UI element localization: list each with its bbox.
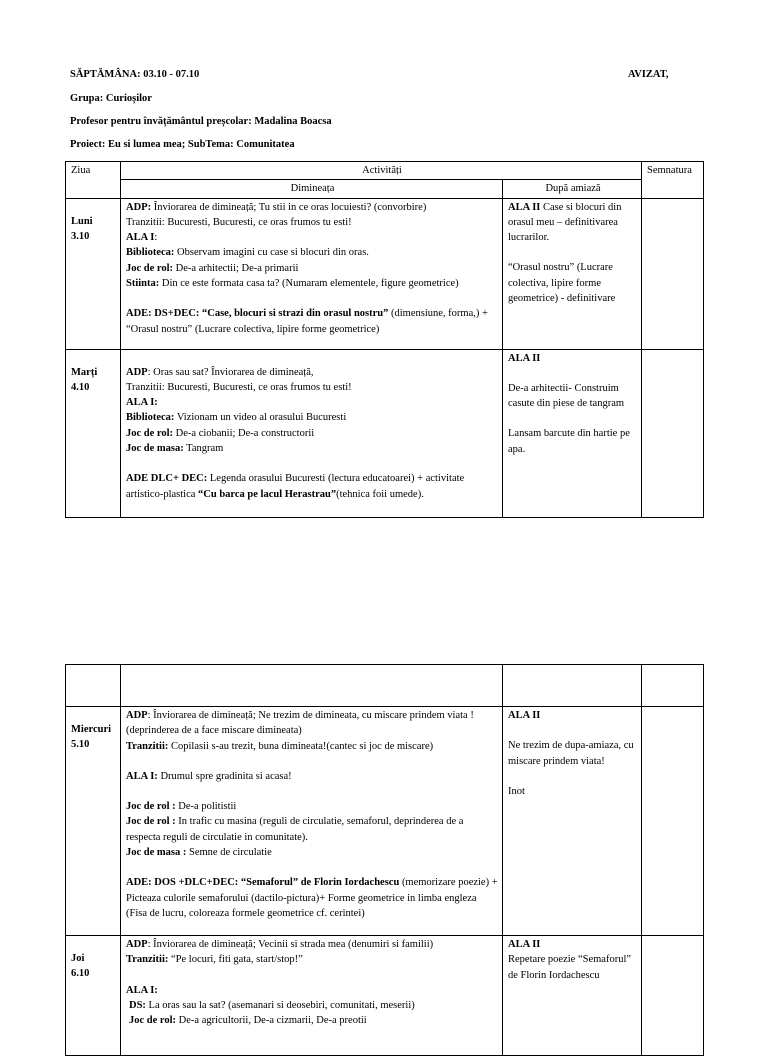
ade-label: ADE DLC+ DEC: xyxy=(126,473,208,485)
adp-label: ADP xyxy=(126,939,148,950)
ala-label: ALA I: xyxy=(126,397,158,409)
morning-cell xyxy=(121,707,503,936)
schedule-table-1 xyxy=(65,161,704,518)
table-row xyxy=(66,707,704,936)
teacher-label: Profesor pentru învățământul preșcolar: Madalina Boacsa xyxy=(70,116,332,127)
day-cell xyxy=(66,707,121,936)
adp-text: : Oras sau sat? Înviorarea de dimineață, xyxy=(147,366,314,378)
adp-text: : Înviorarea de dimineață; Vecinii si strada mea (denumiri si familii) xyxy=(147,939,434,950)
tranzitii-text: Tranzitii: Bucuresti, Bucuresti, ce oras frumos tu esti! xyxy=(126,381,352,393)
adp-text: Înviorarea de dimineață; Tu stii in ce oras locuiesti? (convorbire) xyxy=(151,201,427,213)
tranzitii-text: Copilasii s-au trezit, buna dimineata!(cantec si joc de miscare) xyxy=(168,740,434,752)
tranzitii-label: Tranzitii: xyxy=(126,954,169,966)
ala2-label: ALA II xyxy=(508,710,541,721)
joc-rol-label: Joc de rol : xyxy=(126,801,176,813)
ala2-label: ALA II xyxy=(508,201,541,213)
ala-text: Drumul spre gradinita si acasa! xyxy=(157,770,292,782)
col-header-signature: Semnatura xyxy=(642,162,704,199)
joc-masa-text: Semne de circulatie xyxy=(186,847,272,859)
table-row xyxy=(66,349,704,517)
avizat-label: AVIZAT, xyxy=(628,69,669,80)
morning-cell xyxy=(121,936,503,1056)
tranzitii-text: “Pe locuri, fiti gata, start/stop!” xyxy=(168,954,303,966)
joc-rol-text: De-a agricultorii, De-a cizmarii, De-a preotii xyxy=(176,1015,367,1027)
ade-bold-title: “Cu barca pe lacul Herastrau” xyxy=(198,488,337,500)
ala-label: ALA I: xyxy=(126,770,158,782)
adp-label: ADP xyxy=(126,366,148,378)
tranzitii-label: Tranzitii: xyxy=(126,740,169,752)
ade-text: (memorizare poezie) + Picteaza culorile semaforului (dactilo-pictura)+ Forme geometrice in limba engleza (Fisa de lucru, coloreaza formele geometrice cf. cerintei) xyxy=(126,877,498,919)
joc-masa-label: Joc de masa: xyxy=(126,443,184,455)
adp-text: : Înviorarea de dimineață; Ne trezim de dimineata, cu miscare prindem viata ! (deprinderea de a face miscare dimineata) xyxy=(126,710,474,737)
joc-masa-text: Tangram xyxy=(183,443,224,455)
project-label: Proiect: Eu si lumea mea; SubTema: Comunitatea xyxy=(70,139,295,150)
ala2-text2: Lansam barcute din hartie pe apa. xyxy=(508,428,630,455)
ala2-text2: Inot xyxy=(508,785,525,797)
afternoon-cell xyxy=(503,198,642,349)
table-header-row xyxy=(66,162,704,180)
ds-label: DS: xyxy=(129,999,146,1011)
tranzitii-text: Tranzitii: Bucuresti, Bucuresti, ce oras frumos tu esti! xyxy=(126,216,352,228)
col-header-morning: Dimineața xyxy=(121,180,503,198)
biblioteca-text: Vizionam un video al orasului Bucuresti xyxy=(174,412,347,424)
table-empty-row xyxy=(66,665,704,707)
joc-rol-text: De-a arhitectii; De-a primarii xyxy=(173,262,299,274)
table-subheader-row xyxy=(66,180,704,198)
day-date: 3.10 xyxy=(71,230,90,242)
col-header-afternoon: După amiază xyxy=(503,180,642,198)
table-row xyxy=(66,198,704,349)
afternoon-cell xyxy=(503,349,642,517)
ade-text2: (tehnica foii umede). xyxy=(336,488,424,500)
afternoon-cell xyxy=(503,936,642,1056)
ade-text: (dimensiune, forma,) + “Orasul nostru” (Lucrare colectiva, lipire forme geometrice) xyxy=(126,308,488,335)
morning-cell xyxy=(121,198,503,349)
ade-label: ADE: DOS +DLC+DEC: “Semaforul” de Florin Iordachescu xyxy=(126,877,400,889)
day-date: 5.10 xyxy=(71,739,90,751)
joc-rol2-label: Joc de rol : xyxy=(126,816,176,828)
joc-rol-text: De-a ciobanii; De-a constructorii xyxy=(173,427,315,439)
joc-rol-label: Joc de rol: xyxy=(126,262,174,274)
signature-cell xyxy=(642,349,704,517)
adp-label: ADP xyxy=(126,710,148,721)
group-label: Grupa: Curioșilor xyxy=(70,93,152,104)
ade-label: ADE: DS+DEC: “Case, blocuri si strazi din orasul nostru” xyxy=(126,308,389,320)
day-cell xyxy=(66,349,121,517)
ala2-text: Ne trezim de dupa-amiaza, cu miscare prindem viata! xyxy=(508,740,634,767)
day-date: 4.10 xyxy=(71,381,90,393)
day-date: 6.10 xyxy=(71,968,90,980)
ala-suffix: : xyxy=(154,232,158,244)
col-header-activities: Activități xyxy=(121,162,642,180)
schedule-table-2 xyxy=(65,664,704,1056)
joc-rol-label: Joc de rol: xyxy=(126,427,174,439)
day-name: Luni xyxy=(71,215,93,227)
day-name: Miercuri xyxy=(71,724,112,735)
ala2-text: Repetare poezie “Semaforul” de Florin Iordachescu xyxy=(508,954,632,981)
ala2-text: Case si blocuri din orasul meu – definitivarea lucrarilor. xyxy=(508,201,622,244)
ala2-text2: “Orasul nostru” (Lucrare colectiva, lipire forme geometrice) - definitivare xyxy=(508,262,616,305)
day-name: Marți xyxy=(71,366,98,378)
table-row xyxy=(66,936,704,1056)
morning-cell xyxy=(121,349,503,517)
day-name: Joi xyxy=(71,953,85,964)
biblioteca-label: Biblioteca: xyxy=(126,412,175,424)
joc-rol-text: De-a politistii xyxy=(175,801,237,813)
afternoon-cell xyxy=(503,707,642,936)
joc-masa-label: Joc de masa : xyxy=(126,847,187,859)
stiinta-label: Stiinta: xyxy=(126,278,160,290)
joc-rol2-text: In trafic cu masina (reguli de circulatie, semaforul, deprinderea de a respecta reguli de circulatie in comunitate). xyxy=(126,816,464,843)
signature-cell xyxy=(642,936,704,1056)
biblioteca-text: Observam imagini cu case si blocuri din oras. xyxy=(174,247,369,259)
ala-label: ALA I xyxy=(126,232,155,244)
ala-label: ALA I: xyxy=(126,984,158,996)
week-heading: SĂPTĂMÂNA: 03.10 - 07.10 xyxy=(70,69,200,80)
signature-cell xyxy=(642,198,704,349)
day-cell xyxy=(66,198,121,349)
col-header-day: Ziua xyxy=(66,162,121,199)
ala2-label: ALA II xyxy=(508,352,541,364)
day-cell xyxy=(66,936,121,1056)
signature-cell xyxy=(642,707,704,936)
adp-label: ADP: xyxy=(126,201,152,213)
ds-text: La oras sau la sat? (asemanari si deosebiri, comunitati, meserii) xyxy=(145,999,415,1011)
ade-text: Legenda orasului Bucuresti (lectura educatoarei) + activitate artistico-plastica xyxy=(126,473,465,500)
joc-rol-label: Joc de rol: xyxy=(129,1015,177,1027)
biblioteca-label: Biblioteca: xyxy=(126,247,175,259)
ala2-label: ALA II xyxy=(508,939,541,950)
ala2-text: De-a arhitectii- Construim casute din piese de tangram xyxy=(508,382,625,410)
stiinta-text: Din ce este formata casa ta? (Numaram elementele, figure geometrice) xyxy=(159,278,459,290)
